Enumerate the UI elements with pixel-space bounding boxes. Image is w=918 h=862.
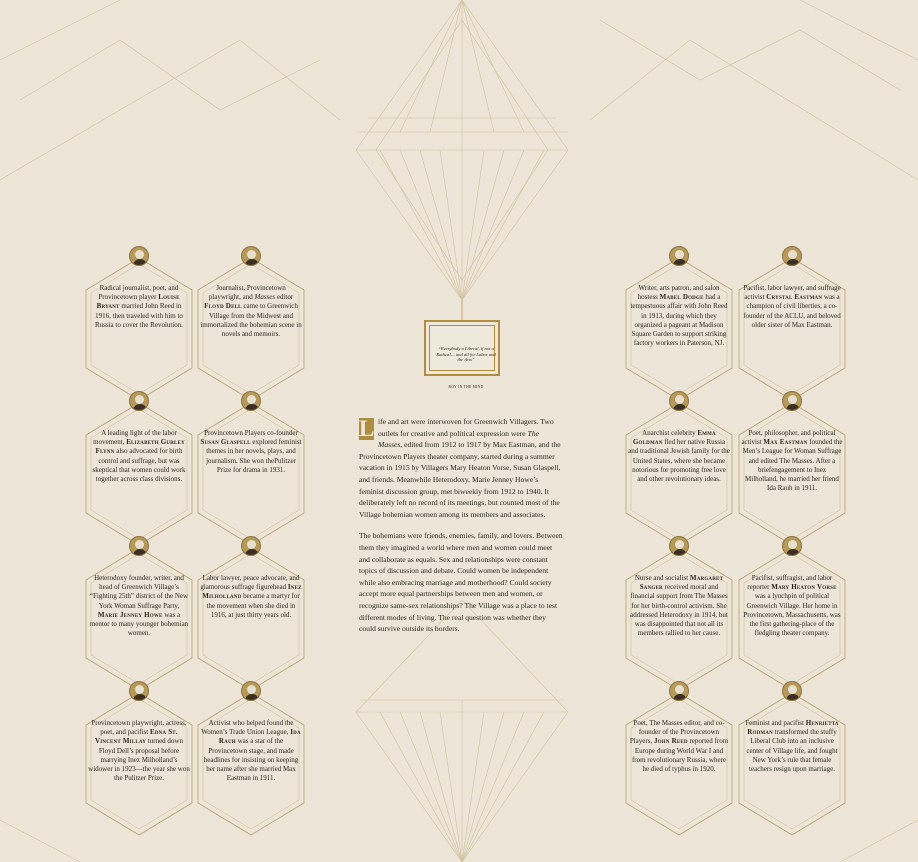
bio-intro: Writer, arts patron, and salon hostess [637, 284, 720, 302]
quote-text: “Everybody a Liberal, if not a Radical— and all for Labor and the Arts” [436, 346, 496, 363]
bio-intro: Provincetown Players co-founder [204, 429, 298, 437]
bio-card-millay [82, 685, 196, 837]
bio-card-crystal [735, 250, 849, 402]
quote-inner-border [429, 325, 496, 389]
bio-description: came to Greenwich Village from the Midwest and immortalized the bohemian scene in novels and memoirs. [200, 302, 302, 339]
bio-intro: Feminist and pacifist [745, 719, 804, 727]
bio-card-rodman [735, 685, 849, 837]
bio-italic: Masses [254, 293, 276, 302]
bio-text [88, 574, 190, 638]
person-name: Floyd Dell [204, 302, 242, 311]
bio-description: became a martyr for the movement when she died in 1916, at just thirty years old. [206, 592, 300, 619]
quote-frame [424, 320, 500, 389]
bio-text [741, 284, 843, 330]
portrait-icon [129, 246, 149, 266]
bio-text [88, 284, 190, 330]
bio-intro: Heterodoxy founder, writer, and head of Greenwich Village’s “Fighting 25th” district of the New York Woman Suffrage Party, [89, 574, 189, 610]
bio-text [628, 574, 730, 638]
bio-card-sanger [622, 540, 736, 692]
bio-text [628, 284, 730, 348]
person-name: Inez Milholland [202, 583, 302, 601]
bio-text [88, 429, 190, 484]
bio-description: had a tempestuous affair with John Reed in 1913, during which they organized a pageant at Madison Square Garden to support striking factory workers in Paterson, NJ. [630, 293, 728, 348]
bio-description: explored feminist themes in her novels, plays, and journalism. She won thePulitzer Prize for drama in 1931. [206, 438, 302, 474]
bio-text [200, 574, 302, 620]
person-name: Margaret Sanger [639, 574, 724, 592]
portrait-icon [782, 536, 802, 556]
person-name: Mabel Dodge [659, 293, 704, 302]
bio-card-rauh [194, 685, 308, 837]
person-name: Crystal Eastman [766, 293, 823, 302]
portrait-icon [669, 391, 689, 411]
bio-intro: Pacifist, labor lawyer, and suffrage activist [743, 284, 841, 302]
bio-intro: Radical journalist, poet, and Provincetown player [98, 284, 179, 302]
bio-card-howe [82, 540, 196, 692]
bio-description: founded the Men’s League for Woman Suffrage and edited The Masses. After a briefengagement to Inez Milholland, he married her friend Ida Rauh in 1911. [742, 438, 843, 493]
bio-text [88, 719, 190, 783]
article-paragraph-1 [359, 416, 564, 520]
person-name: Elizabeth Gurley Flynn [95, 438, 185, 456]
portrait-icon [129, 536, 149, 556]
bio-card-dell [194, 250, 308, 402]
portrait-icon [241, 681, 261, 701]
person-name: Max Eastman [763, 438, 808, 447]
bio-description: fled her native Russia and traditional Jewish family for the United States, where she became notorious for promoting free love and other revolutionary ideas. [628, 438, 730, 484]
bio-intro: A leading light of the labor movement, [93, 429, 177, 447]
article-paragraph-2: The bohemians were friends, enemies, family, and lovers. Between them they imagined a world where men and women could meet and collaborate as equals. Sex and relationships were constant topics of discussion and debate. Could women be independent while also embracing marriage and motherhood? Could society accept more equal partnerships between men and women, or recognize same-sex relationships? The Village was a place to test different modes of living. The real question was whether they could survive outside its borders. [359, 531, 563, 634]
bio-description: transformed the stuffy Liberal Club into an inclusive center of Village life, and fought New York’s rule that female teachers resign upon marriage. [746, 728, 838, 774]
bio-card-vorse [735, 540, 849, 692]
portrait-icon [241, 246, 261, 266]
portrait-icon [241, 391, 261, 411]
bio-description: was a mentor to many younger bohemian women. [89, 610, 189, 638]
bio-card-reed [622, 685, 736, 837]
bio-card-max [735, 395, 849, 547]
paragraph-1-intro: ife and art were interwoven for Greenwich Villagers. Two outlets for creative and political expression were [378, 417, 554, 438]
bio-text [200, 429, 302, 475]
bio-intro: Anarchist celebrity [642, 429, 696, 437]
paragraph-1-rest: , edited from 1912 to 1917 by Max Eastman, and the Provincetown Players theater company, started during a summer vacation in 1915 by Villagers Mary Heaton Vorse, Susan Glaspell, and friends. Meanwhile Heterodoxy, Marie Jenney Howe’s feminist discussion group, met biweekly from 1912 to 1940. It deliberately left no record of its meetings, but counted most of the Village bohemian women among its members and associates. [359, 440, 561, 519]
bio-text [628, 429, 730, 484]
person-name: Mary Heaton Vorse [771, 583, 837, 592]
portrait-icon [782, 681, 802, 701]
bio-intro: Nurse and socialist [634, 574, 689, 582]
portrait-icon [669, 681, 689, 701]
bio-card-glaspell [194, 395, 308, 547]
portrait-icon [129, 391, 149, 411]
bio-text [628, 719, 730, 774]
portrait-icon [782, 391, 802, 411]
bio-description: reported from Europe during World War I and from revolutionary Russia, where he died of typhus in 1920. [631, 737, 729, 774]
bio-text [741, 574, 843, 638]
person-name: Emma Goldman [632, 429, 716, 447]
bio-description: was a lynchpin of political Greenwich Village. Her home in Provincetown, Massachusetts, was the first gathering-place of the fledgling theater company. [743, 592, 841, 638]
person-name: Ida Rauh [218, 728, 301, 746]
dropcap [359, 418, 374, 440]
bio-description: turned down Floyd Dell’s proposal before marrying Inez Milholland’s widower in 1923—the year she won the Pulitzer Prize. [88, 737, 190, 783]
bio-description: received moral and financial support from The Masses for her birth-control activism. She addressed Heterodoxy in 1914, but was disappointed that not all its members rallied to her cause. [630, 583, 728, 638]
portrait-icon [782, 246, 802, 266]
article-text [359, 416, 564, 645]
bio-intro: Labor lawyer, peace advocate, and glamorous suffrage figurehead [200, 574, 300, 592]
bio-card-milholland [194, 540, 308, 692]
person-name: Louise Bryant [96, 293, 180, 311]
quote-credit: ROY IN THE MIND [448, 385, 484, 389]
bio-intro: Poet, The Masses editor, and co-founder of the Provincetown Players, [629, 719, 725, 746]
portrait-icon [669, 536, 689, 556]
bio-description: was a star of the Provincetown stage, and made headlines for insisting on keeping her name after she married Max Eastman in 1911. [203, 737, 299, 783]
bio-text [200, 719, 302, 783]
bio-card-goldman [622, 395, 736, 547]
bio-intro: Pacifist, suffragist, and labor reporter [747, 574, 833, 592]
portrait-icon [669, 246, 689, 266]
masses-title: The Masses [378, 428, 539, 450]
bio-description: married John Reed in 1916, then traveled with him to Russia to cover the Revolution. [94, 302, 184, 329]
person-name: John Reed [653, 737, 688, 746]
bio-intro-2: editor [276, 293, 294, 302]
bio-card-bryant [82, 250, 196, 402]
person-name: Edna St. Vincent Millay [95, 728, 178, 746]
bio-card-flynn [82, 395, 196, 547]
portrait-icon [129, 681, 149, 701]
person-name: Henrietta Rodman [747, 719, 839, 737]
bio-intro: Journalist, Provincetown playwright, and [208, 284, 286, 302]
bio-text [741, 429, 843, 493]
bio-intro: Poet, philosopher, and political activist [741, 429, 836, 447]
bio-text [741, 719, 843, 774]
bio-intro: Provincetown playwright, actress, poet, and pacifist [91, 719, 187, 737]
portrait-icon [241, 536, 261, 556]
bio-text [200, 284, 302, 339]
bio-description: was a champion of civil liberties, a co-founder of the ACLU, and beloved older sister of Max Eastman. [743, 293, 841, 329]
bio-description: also advocated for birth control and suffrage, but was skeptical that women could work together across class divisions. [92, 447, 186, 484]
bio-card-dodge [622, 250, 736, 402]
person-name: Susan Glaspell [200, 438, 251, 447]
dropcap-letter: L [359, 416, 375, 441]
bio-intro: Activist who helped found the Women’s Trade Union League, [201, 719, 294, 737]
person-name: Marie Jenney Howe [97, 610, 163, 619]
